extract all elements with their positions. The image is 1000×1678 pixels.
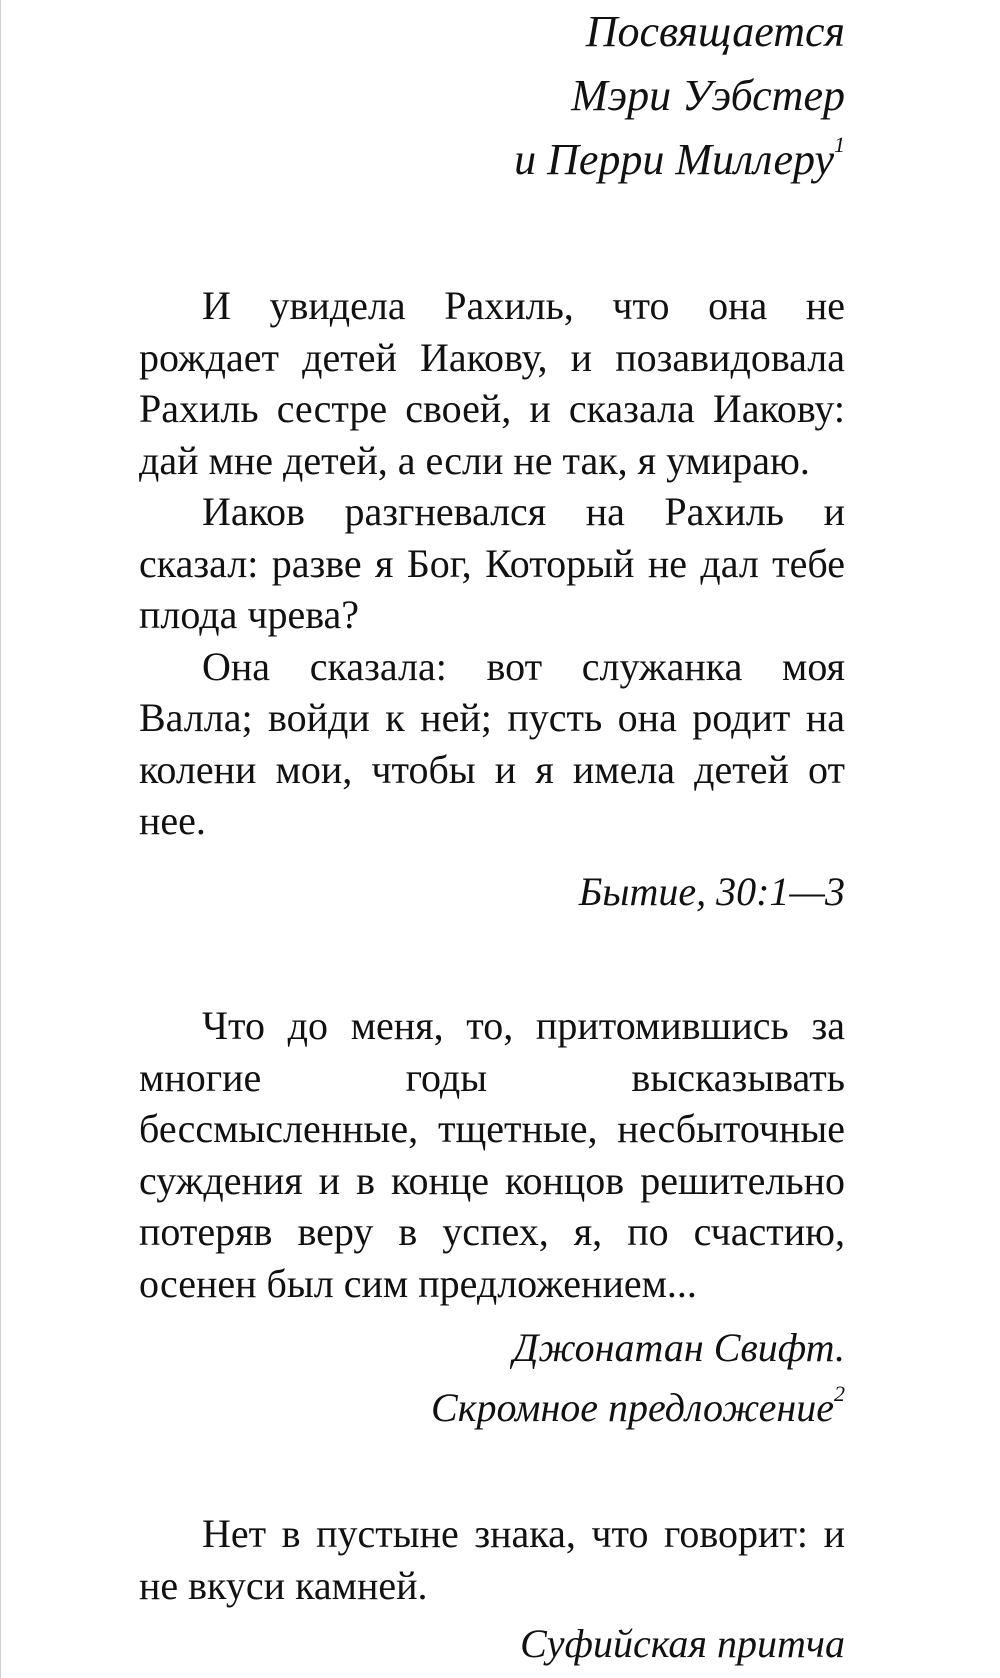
epigraph-genesis-paragraph-3: Она сказала: вот служанка моя Валла; войди к ней; пусть она родит на колени мои, чтобы и я имела детей от нее.: [139, 643, 845, 843]
epigraph-sufi-source: Суфийская притча: [520, 1621, 845, 1666]
dedication: [139, 0, 845, 192]
footnote-marker-1[interactable]: 1: [834, 132, 845, 158]
dedication-line-1: Посвящается: [585, 7, 845, 56]
epigraph-genesis: [139, 280, 845, 847]
dedication-line-2: Мэри Уэбстер: [571, 71, 845, 120]
epigraph-genesis-source: Бытие, 30:1—3: [578, 869, 845, 914]
epigraph-sufi: [139, 1508, 845, 1611]
epigraph-genesis-paragraph-1: И увидела Рахиль, что она не рождает детей Иакову, и позавидовала Рахиль сестре своей, и сказала Иакову: дай мне детей, а если не так, я умираю.: [139, 283, 845, 483]
footnote-marker-2[interactable]: 2: [834, 1380, 845, 1406]
epigraph-swift-work-line: [139, 1378, 845, 1438]
epigraph-genesis-paragraph-2: Иаков разгневался на Рахиль и сказал: разве я Бог, Который не дал тебе плода чрева?: [139, 489, 845, 637]
dedication-line-3: [139, 128, 845, 192]
epigraph-swift-work: Скромное предложение: [431, 1385, 834, 1430]
epigraph-swift-author: Джонатан Свифт.: [512, 1325, 845, 1370]
epigraph-swift-text: Что до меня, то, притомившись за многие годы высказывать бессмысленные, тщетные, несбыточные суждения и в конце концов решительно потеряв веру в успех, я, по счастию, осенен был сим предложением...: [139, 1003, 845, 1306]
epigraph-sufi-text: Нет в пустыне знака, что говорит: и не вкуси камней.: [139, 1511, 845, 1608]
epigraph-swift-attribution: [139, 1318, 845, 1438]
dedication-line-3-text: и Перри Миллеру: [514, 135, 834, 184]
epigraph-swift: [139, 1000, 845, 1309]
